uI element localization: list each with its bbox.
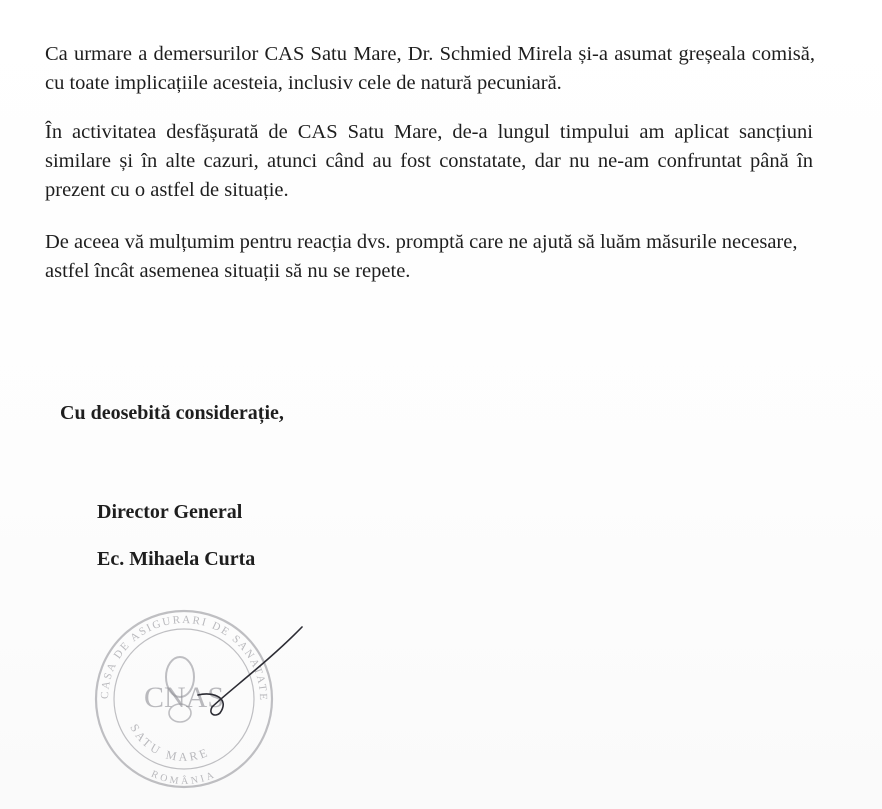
official-stamp (80, 595, 320, 795)
signatory-title: Director General (97, 501, 243, 523)
paragraph-2: În activitatea desfășurată de CAS Satu Mare, de-a lungul timpului am aplicat sancțiuni similare și în alte cazuri, atunci când au fost constatate, dar nu ne-am confruntat până în prezent cu o astfel de situație. (45, 121, 813, 201)
stamp-bottom-text: SATU MARE (127, 721, 212, 764)
paragraph-3: De aceea vă mulțumim pentru reacția dvs. promptă care ne ajută să luăm măsurile necesare, astfel încât asemenea situații să nu se repete. (45, 231, 798, 282)
closing-salutation: Cu deosebită considerație, (60, 402, 284, 424)
stamp-top-text: CASA DE ASIGURARI DE SANATATE (98, 613, 270, 703)
stamp-center-text: CNAS (143, 681, 225, 714)
paragraph-1: Ca urmare a demersurilor CAS Satu Mare, Dr. Schmied Mirela și-a asumat greșeala comisă, cu toate implicațiile acesteia, inclusiv cele de natură pecuniară. (45, 43, 815, 94)
signatory-name: Ec. Mihaela Curta (97, 548, 256, 570)
stamp-country-text: ROMÂNIA (149, 768, 219, 788)
